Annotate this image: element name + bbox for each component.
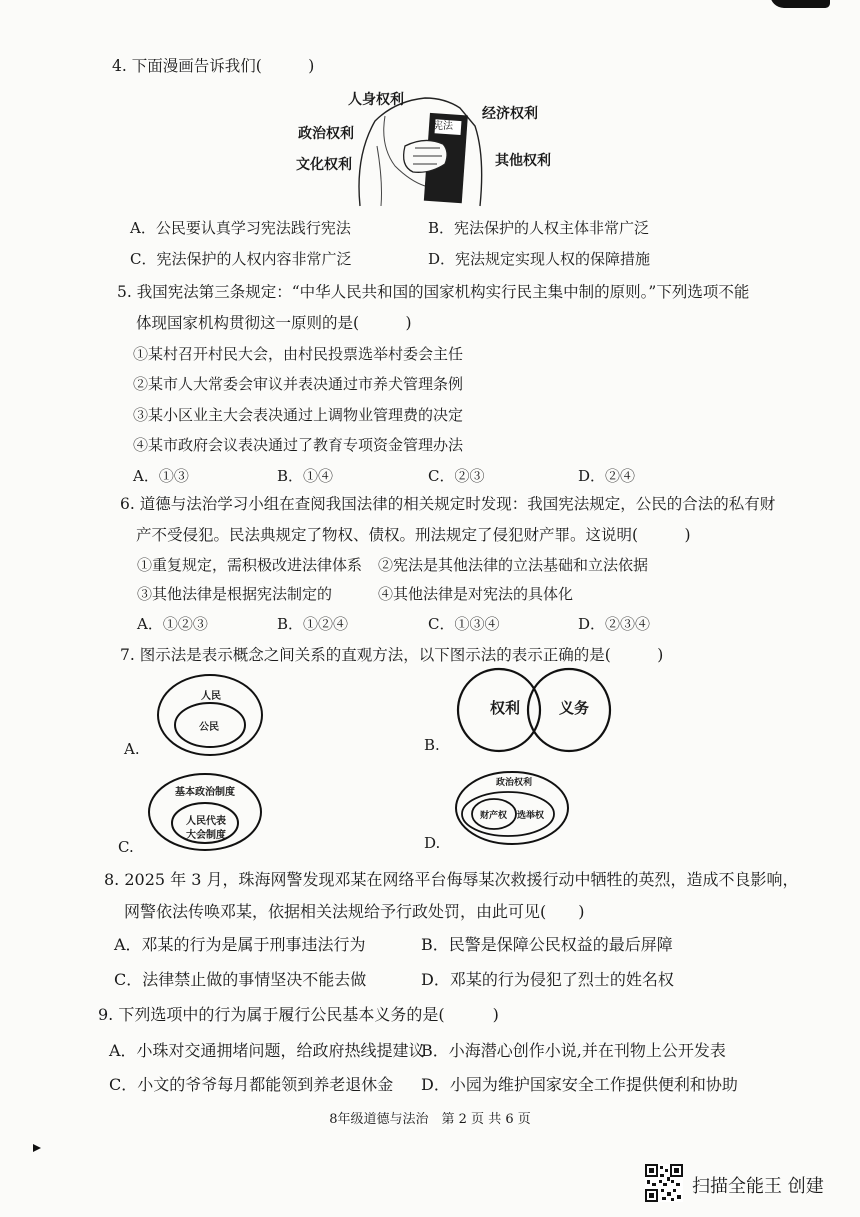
right-label-economic: 经济权利	[482, 106, 538, 122]
diagram-d-inner-right-label: 选举权	[517, 811, 545, 821]
q5-stem-line1: 5. 我国宪法第三条规定：“中华人民共和国的国家机构实行民主集中制的原则。”下列选项不能	[117, 283, 750, 301]
q6-item-3: ③其他法律是根据宪法制定的	[137, 585, 333, 603]
q7-stem: 7. 图示法是表示概念之间关系的直观方法，以下图示法的表示正确的是( )	[120, 646, 664, 664]
constitution-book-label: 宪法	[433, 121, 453, 132]
q7-option-a[interactable]: A.	[124, 740, 140, 758]
q7-option-d[interactable]: D.	[424, 834, 441, 852]
q9-option-d[interactable]: D．小园为维护国家安全工作提供便利和协助	[421, 1075, 738, 1094]
q8-stem-line2: 网警依法传唤邓某，依据相关法规给予行政处罚，由此可见( )	[124, 902, 585, 921]
q6-option-c[interactable]: C．①③④	[428, 615, 500, 633]
q5-item-2: ②某市人大常委会审议并表决通过市养犬管理条例	[133, 375, 464, 393]
q6-stem-line1: 6. 道德与法治学习小组在查阅我国法律的相关规定时发现：我国宪法规定，公民的合法的私有财	[120, 495, 776, 513]
diagram-c-inner-label-1: 人民代表	[186, 816, 226, 827]
q4-option-a[interactable]: A．公民要认真学习宪法践行宪法	[130, 219, 351, 237]
q9-option-a[interactable]: A．小珠对交通拥堵问题，给政府热线提建议	[109, 1041, 425, 1060]
scanner-watermark: 扫描全能王 创建	[692, 1176, 824, 1197]
q4-stem: 4. 下面漫画告诉我们( )	[112, 57, 315, 75]
right-label-cultural: 文化权利	[296, 157, 352, 173]
q7-option-b[interactable]: B.	[424, 736, 440, 754]
right-label-personal: 人身权利	[348, 92, 404, 108]
q6-option-b[interactable]: B．①②④	[277, 615, 349, 633]
q4-option-b[interactable]: B．宪法保护的人权主体非常广泛	[428, 219, 650, 237]
right-label-other: 其他权利	[495, 153, 551, 169]
q5-option-b[interactable]: B．①④	[277, 467, 334, 485]
diagram-d-inner-left-label: 财产权	[480, 811, 508, 821]
diagram-a-inner-label: 公民	[199, 722, 219, 733]
q9-stem: 9. 下列选项中的行为属于履行公民基本义务的是( )	[98, 1005, 499, 1024]
scan-mark	[33, 1144, 41, 1152]
q8-option-d[interactable]: D．邓某的行为侵犯了烈士的姓名权	[421, 970, 674, 989]
q9-option-b[interactable]: B．小海潜心创作小说,并在刊物上公开发表	[421, 1041, 726, 1060]
q8-option-a[interactable]: A．邓某的行为是属于刑事违法行为	[114, 935, 366, 954]
q5-item-3: ③某小区业主大会表决通过上调物业管理费的决定	[133, 406, 464, 424]
q5-option-a[interactable]: A．①③	[133, 467, 189, 485]
page-footer: 8年级道德与法治 第 2 页 共 6 页	[329, 1112, 531, 1127]
q5-item-4: ④某市政府会议表决通过了教育专项资金管理办法	[133, 436, 464, 454]
diagram-c-outer-label: 基本政治制度	[175, 787, 235, 798]
q6-option-d[interactable]: D．②③④	[578, 615, 651, 633]
q6-item-2: ②宪法是其他法律的立法基础和立法依据	[378, 556, 649, 574]
scan-ink-mark	[770, 0, 830, 8]
diagram-a	[155, 672, 270, 760]
diagram-b	[455, 664, 615, 756]
q9-option-c[interactable]: C．小文的爷爷每月都能领到养老退休金	[109, 1075, 394, 1094]
q5-option-d[interactable]: D．②④	[578, 467, 636, 485]
q6-stem-line2: 产不受侵犯。民法典规定了物权、债权。刑法规定了侵犯财产罪。这说明( )	[136, 526, 691, 544]
q8-stem-line1: 8. 2025 年 3 月，珠海网警发现邓某在网络平台侮辱某次救援行动中牺牲的英烈，造成不良影响，	[104, 870, 799, 889]
q5-stem-line2: 体现国家机构贯彻这一原则的是( )	[136, 314, 412, 332]
q8-option-c[interactable]: C．法律禁止做的事情坚决不能去做	[114, 970, 367, 989]
q6-option-a[interactable]: A．①②③	[137, 615, 208, 633]
q4-option-d[interactable]: D．宪法规定实现人权的保障措施	[428, 250, 651, 268]
diagram-b-left-label: 权利	[490, 699, 521, 717]
diagram-a-outer-label: 人民	[201, 691, 221, 702]
q6-item-1: ①重复规定，需积极改进法律体系	[137, 556, 363, 574]
diagram-b-right-label: 义务	[559, 699, 590, 717]
q8-option-b[interactable]: B．民警是保障公民权益的最后屏障	[421, 935, 673, 954]
q7-option-c[interactable]: C.	[118, 838, 134, 856]
q4-option-c[interactable]: C．宪法保护的人权内容非常广泛	[130, 250, 352, 268]
q5-option-c[interactable]: C．②③	[428, 467, 485, 485]
q6-item-4: ④其他法律是对宪法的具体化	[378, 585, 574, 603]
diagram-d-outer-label: 政治权利	[496, 778, 533, 788]
diagram-c-inner-label-2: 大会制度	[186, 830, 226, 841]
q5-item-1: ①某村召开村民大会，由村民投票选举村委会主任	[133, 345, 464, 363]
right-label-political: 政治权利	[298, 126, 354, 142]
qr-code-icon	[645, 1164, 683, 1202]
